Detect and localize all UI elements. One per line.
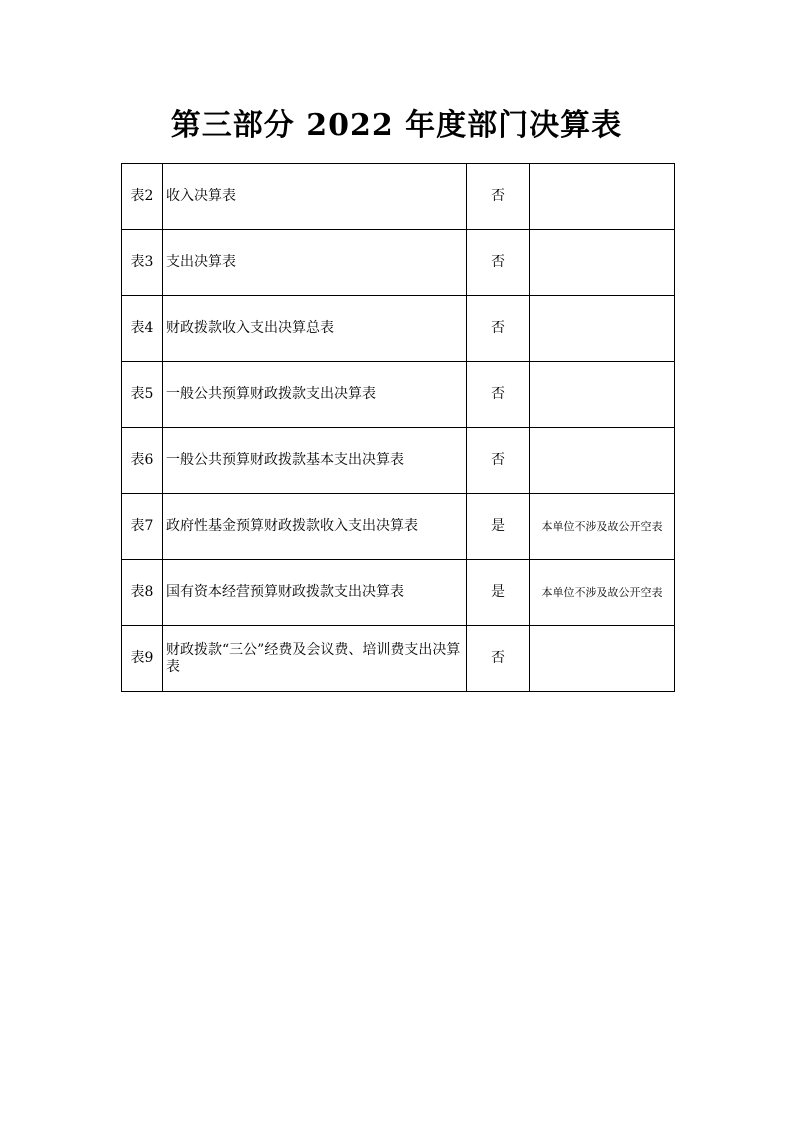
table-number-cell: 表6 [122,428,163,494]
page-title: 第三部分 2022 年度部门决算表 [170,108,623,143]
empty-table-flag-cell: 否 [467,164,530,230]
empty-table-flag-cell: 是 [467,494,530,560]
table-number-cell: 表2 [122,164,163,230]
remark-cell [530,164,675,230]
empty-table-flag-cell: 否 [467,626,530,692]
table-number-cell: 表8 [122,560,163,626]
table-name-cell: 一般公共预算财政拨款支出决算表 [163,362,467,428]
table-row [122,626,675,692]
empty-table-flag-cell: 否 [467,428,530,494]
table-row [122,428,675,494]
table-name-cell: 财政拨款收入支出决算总表 [163,296,467,362]
report-table [121,163,675,692]
remark-cell [530,296,675,362]
remark-cell [530,362,675,428]
remark-cell [530,626,675,692]
table-number-cell: 表3 [122,230,163,296]
empty-table-flag-cell: 否 [467,230,530,296]
table-number-cell: 表9 [122,626,163,692]
table-row [122,494,675,560]
table-name-cell: 政府性基金预算财政拨款收入支出决算表 [163,494,467,560]
table-name-cell: 支出决算表 [163,230,467,296]
table-row [122,296,675,362]
table-name-cell: 国有资本经营预算财政拨款支出决算表 [163,560,467,626]
remark-cell [530,428,675,494]
table-number-cell: 表4 [122,296,163,362]
remark-cell: 本单位不涉及故公开空表 [530,560,675,626]
table-number-cell: 表5 [122,362,163,428]
empty-table-flag-cell: 否 [467,296,530,362]
remark-cell: 本单位不涉及故公开空表 [530,494,675,560]
empty-table-flag-cell: 否 [467,362,530,428]
table-name-cell: 财政拨款“三公”经费及会议费、培训费支出决算表 [163,626,467,692]
table-row [122,362,675,428]
empty-table-flag-cell: 是 [467,560,530,626]
table-name-cell: 一般公共预算财政拨款基本支出决算表 [163,428,467,494]
table-row [122,164,675,230]
table-number-cell: 表7 [122,494,163,560]
remark-cell [530,230,675,296]
table-name-cell: 收入决算表 [163,164,467,230]
table-row [122,230,675,296]
table-row [122,560,675,626]
